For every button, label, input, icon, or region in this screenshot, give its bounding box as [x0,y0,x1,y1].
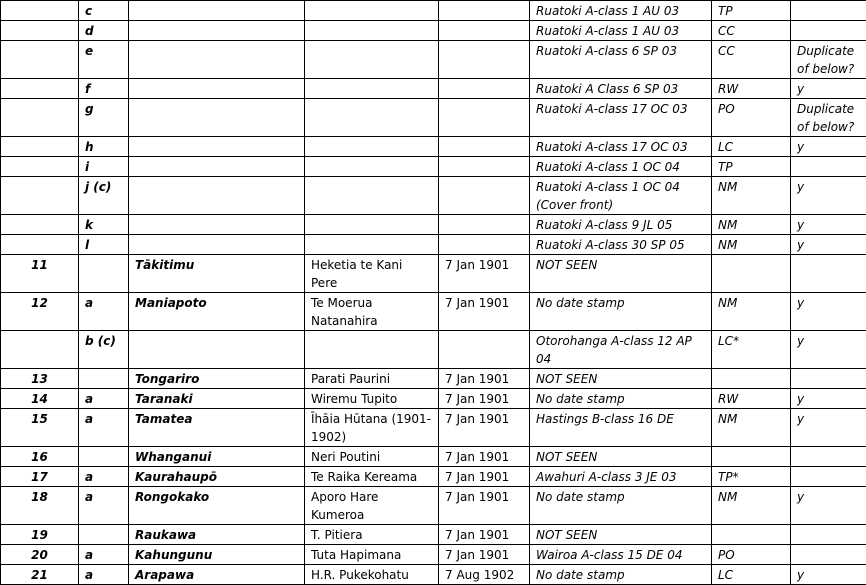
postmaster-cell [305,1,439,21]
name-cell: Tākitimu [129,255,305,293]
note-cell [791,525,866,545]
note-cell: y [791,215,866,235]
postmark-cell: Ruatoki A-class 9 JL 05 [530,215,712,235]
condition-code-cell: LC* [712,331,791,369]
postmaster-cell: Wiremu Tupito [305,389,439,409]
name-cell [129,177,305,215]
table-row [1,235,866,255]
table-row [1,447,866,467]
row-number-cell [1,1,79,21]
row-number-cell: 13 [1,369,79,389]
name-cell: Raukawa [129,525,305,545]
note-cell: y [791,487,866,525]
row-number-cell: 21 [1,565,79,585]
condition-code-cell: CC [712,41,791,79]
postmark-cell: NOT SEEN [530,255,712,293]
postmaster-cell: Heketia te Kani Pere [305,255,439,293]
table-row [1,467,866,487]
note-cell: Duplicate of below? [791,41,866,79]
condition-code-cell [712,447,791,467]
postmark-cell: Ruatoki A-class 1 OC 04 (Cover front) [530,177,712,215]
sub-item-cell: a [79,467,129,487]
sub-item-cell: j (c) [79,177,129,215]
table-row [1,1,866,21]
postmark-cell: No date stamp [530,293,712,331]
postmark-cell: NOT SEEN [530,447,712,467]
note-cell: y [791,177,866,215]
note-cell: y [791,565,866,585]
date-cell [439,215,530,235]
row-number-cell [1,137,79,157]
row-number-cell [1,331,79,369]
name-cell: Tamatea [129,409,305,447]
sub-item-cell: a [79,409,129,447]
row-number-cell: 14 [1,389,79,409]
date-cell [439,235,530,255]
table-row [1,331,866,369]
name-cell: Maniapoto [129,293,305,331]
date-cell: 7 Jan 1901 [439,409,530,447]
row-number-cell: 19 [1,525,79,545]
sub-item-cell: i [79,157,129,177]
condition-code-cell: RW [712,389,791,409]
note-cell [791,545,866,565]
row-number-cell: 17 [1,467,79,487]
postmark-cell: NOT SEEN [530,525,712,545]
sub-item-cell: c [79,1,129,21]
table-row [1,21,866,41]
name-cell: Taranaki [129,389,305,409]
sub-item-cell: f [79,79,129,99]
table-row [1,409,866,447]
postmaster-cell: Aporo Hare Kumeroa [305,487,439,525]
note-cell [791,21,866,41]
name-cell [129,137,305,157]
condition-code-cell: CC [712,21,791,41]
date-cell [439,157,530,177]
date-cell [439,41,530,79]
sub-item-cell: h [79,137,129,157]
date-cell: 7 Jan 1901 [439,545,530,565]
note-cell: y [791,389,866,409]
date-cell: 7 Jan 1901 [439,525,530,545]
note-cell [791,369,866,389]
note-cell [791,1,866,21]
row-number-cell [1,215,79,235]
sub-item-cell [79,369,129,389]
row-number-cell: 16 [1,447,79,467]
note-cell [791,467,866,487]
name-cell [129,331,305,369]
sub-item-cell [79,447,129,467]
sub-item-cell: a [79,293,129,331]
name-cell [129,1,305,21]
postmaster-cell: H.R. Pukekohatu [305,565,439,585]
row-number-cell: 15 [1,409,79,447]
sub-item-cell: a [79,545,129,565]
condition-code-cell: TP [712,157,791,177]
condition-code-cell: NM [712,215,791,235]
row-number-cell: 20 [1,545,79,565]
condition-code-cell: LC [712,137,791,157]
table-row [1,389,866,409]
postmark-cell: No date stamp [530,487,712,525]
postmark-cell: Ruatoki A-class 6 SP 03 [530,41,712,79]
postmark-cell: No date stamp [530,389,712,409]
postmaster-cell [305,177,439,215]
sub-item-cell [79,255,129,293]
date-cell: 7 Jan 1901 [439,447,530,467]
postmaster-cell [305,331,439,369]
postmaster-cell [305,137,439,157]
row-number-cell [1,177,79,215]
condition-code-cell: NM [712,409,791,447]
date-cell: 7 Jan 1901 [439,255,530,293]
date-cell [439,79,530,99]
postmark-cell: Ruatoki A-class 30 SP 05 [530,235,712,255]
date-cell [439,99,530,137]
name-cell: Arapawa [129,565,305,585]
date-cell: 7 Jan 1901 [439,369,530,389]
postmaster-cell [305,21,439,41]
date-cell: 7 Jan 1901 [439,467,530,487]
postmaster-cell: T. Pitiera [305,525,439,545]
table-row [1,99,866,137]
postmaster-cell: Te Moerua Natanahira [305,293,439,331]
postmark-cell: Wairoa A-class 15 DE 04 [530,545,712,565]
postmaster-cell [305,215,439,235]
postmark-cell: Otorohanga A-class 12 AP 04 [530,331,712,369]
postmark-cell: NOT SEEN [530,369,712,389]
row-number-cell [1,235,79,255]
table-body [1,1,866,585]
table-row [1,293,866,331]
postmark-cell: Ruatoki A-class 1 AU 03 [530,21,712,41]
name-cell: Tongariro [129,369,305,389]
table-row [1,565,866,585]
postmark-cell: Ruatoki A-class 17 OC 03 [530,99,712,137]
name-cell: Rongokako [129,487,305,525]
name-cell: Kaurahaupō [129,467,305,487]
condition-code-cell: TP* [712,467,791,487]
condition-code-cell: NM [712,293,791,331]
name-cell: Kahungunu [129,545,305,565]
postmaster-cell: Parati Paurini [305,369,439,389]
row-number-cell [1,21,79,41]
name-cell [129,157,305,177]
date-cell: 7 Jan 1901 [439,293,530,331]
postmark-cell: Ruatoki A-class 1 OC 04 [530,157,712,177]
condition-code-cell: NM [712,235,791,255]
note-cell: y [791,293,866,331]
note-cell [791,255,866,293]
name-cell: Whanganui [129,447,305,467]
name-cell [129,21,305,41]
name-cell [129,99,305,137]
note-cell [791,157,866,177]
name-cell [129,215,305,235]
date-cell: 7 Jan 1901 [439,389,530,409]
sub-item-cell: d [79,21,129,41]
postmaster-cell: Te Raika Kereama [305,467,439,487]
condition-code-cell: PO [712,545,791,565]
name-cell [129,79,305,99]
postmark-cell: Awahuri A-class 3 JE 03 [530,467,712,487]
note-cell: y [791,235,866,255]
postmaster-cell [305,157,439,177]
postmaster-cell: Tuta Hapimana [305,545,439,565]
sub-item-cell: k [79,215,129,235]
date-cell [439,21,530,41]
date-cell [439,1,530,21]
row-number-cell [1,99,79,137]
sub-item-cell: l [79,235,129,255]
condition-code-cell: NM [712,177,791,215]
condition-code-cell: TP [712,1,791,21]
sub-item-cell: a [79,389,129,409]
sub-item-cell [79,525,129,545]
postmark-cell: No date stamp [530,565,712,585]
row-number-cell: 18 [1,487,79,525]
postmaster-cell [305,41,439,79]
postmark-cell: Ruatoki A Class 6 SP 03 [530,79,712,99]
row-number-cell: 11 [1,255,79,293]
table-row [1,255,866,293]
condition-code-cell [712,525,791,545]
postmaster-cell [305,235,439,255]
table-row [1,369,866,389]
row-number-cell [1,79,79,99]
postmaster-cell: Neri Poutini [305,447,439,467]
table-row [1,157,866,177]
date-cell: 7 Aug 1902 [439,565,530,585]
table-row [1,545,866,565]
row-number-cell: 12 [1,293,79,331]
date-cell [439,331,530,369]
condition-code-cell: NM [712,487,791,525]
table-row [1,525,866,545]
date-cell: 7 Jan 1901 [439,487,530,525]
postmark-cell: Hastings B-class 16 DE [530,409,712,447]
table-row [1,79,866,99]
name-cell [129,41,305,79]
sub-item-cell: e [79,41,129,79]
postmaster-cell [305,99,439,137]
table-row [1,215,866,235]
table-row [1,177,866,215]
note-cell: y [791,331,866,369]
row-number-cell [1,157,79,177]
condition-code-cell [712,255,791,293]
postmark-cell: Ruatoki A-class 17 OC 03 [530,137,712,157]
condition-code-cell: LC [712,565,791,585]
note-cell: Duplicate of below? [791,99,866,137]
condition-code-cell: PO [712,99,791,137]
name-cell [129,235,305,255]
note-cell: y [791,409,866,447]
note-cell: y [791,137,866,157]
postmaster-cell [305,79,439,99]
note-cell [791,447,866,467]
table-row [1,137,866,157]
sub-item-cell: g [79,99,129,137]
postmark-cell: Ruatoki A-class 1 AU 03 [530,1,712,21]
sub-item-cell: a [79,487,129,525]
condition-code-cell: RW [712,79,791,99]
note-cell: y [791,79,866,99]
row-number-cell [1,41,79,79]
date-cell [439,177,530,215]
table-row [1,487,866,525]
table-row [1,41,866,79]
sub-item-cell: b (c) [79,331,129,369]
postmaster-cell: Īhāia Hūtana (1901-1902) [305,409,439,447]
condition-code-cell [712,369,791,389]
sub-item-cell: a [79,565,129,585]
date-cell [439,137,530,157]
